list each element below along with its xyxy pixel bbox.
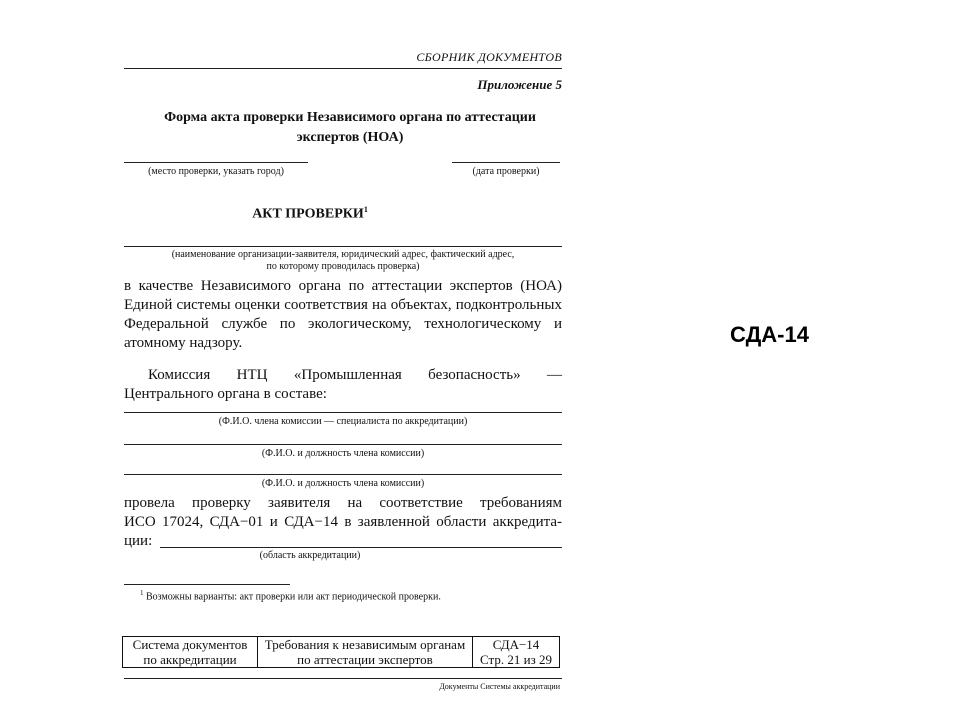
side-label: СДА-14: [730, 322, 809, 347]
footnote-text: Возможны варианты: акт проверки или акт периодической проверки.: [146, 591, 441, 603]
paragraph-verification: [124, 494, 562, 551]
organization-caption-line-2: по которому проводилась проверка): [266, 261, 420, 272]
footnote-mark: 1: [140, 589, 144, 597]
bottom-rule: [124, 678, 562, 679]
footer-system-cell: [123, 637, 258, 668]
bottom-note: Документы Системы аккредитации: [439, 682, 560, 691]
footnote: [140, 589, 560, 602]
paragraph-noa-status: в качестве Независимого органа по аттестации экспертов (НОА) Единой системы оценки соответствия на объектах, подконтрольных Федеральной службе по экологическому, технологическому и атомному надзору.: [124, 278, 562, 351]
form-title-line-2: экспертов (НОА): [296, 130, 404, 145]
scope-caption: (область аккредитации): [259, 550, 361, 561]
paragraph-verification-line-2: ИСО 17024, СДА−01 и СДА−14 в заявленной области аккредита-: [124, 514, 562, 530]
footer-requirements-line-2: по аттестации экспертов: [297, 652, 433, 667]
member-3-caption: (Ф.И.О. и должность члена комиссии): [261, 478, 425, 489]
place-line: [124, 162, 308, 163]
act-title-text: АКТ ПРОВЕРКИ: [252, 206, 364, 222]
footer-doc-code: СДА−14: [492, 637, 540, 652]
footer-page-number: Стр. 21 из 29: [480, 652, 552, 667]
scope-line: [160, 547, 562, 548]
member-2-line: [124, 444, 562, 445]
paragraph-verification-line-3: ции:: [124, 533, 153, 549]
act-title: [180, 205, 440, 223]
organization-caption: [124, 249, 562, 273]
form-title-line-1: Форма акта проверки Независимого органа по аттестации: [164, 110, 536, 125]
collection-title: СБОРНИК ДОКУМЕНТОВ: [416, 50, 562, 64]
header-rule: [124, 68, 562, 69]
form-title: [140, 108, 560, 148]
member-1-line: [124, 412, 562, 413]
place-caption: (место проверки, указать город): [148, 166, 284, 177]
date-line: [452, 162, 560, 163]
footer-requirements-line-1: Требования к независимым органам: [264, 637, 466, 652]
member-2-caption: (Ф.И.О. и должность члена комиссии): [261, 448, 425, 459]
footer-requirements-cell: [258, 637, 473, 668]
date-caption: (дата проверки): [472, 166, 540, 177]
paragraph-commission: Комиссия НТЦ «Промышленная безопасность» — Центрального органа в составе:: [124, 367, 562, 402]
act-title-footnote-mark: 1: [363, 205, 368, 214]
appendix-label: Приложение 5: [477, 77, 562, 92]
organization-caption-line-1: (наименование организации-заявителя, юридический адрес, фактический адрес,: [171, 249, 515, 260]
organization-line: [124, 246, 562, 247]
member-3-line: [124, 474, 562, 475]
footer-system-line-1: Система документов: [132, 637, 248, 652]
member-1-caption: (Ф.И.О. члена комиссии — специалиста по аккредитации): [218, 416, 468, 427]
footer-system-line-2: по аккредитации: [143, 652, 237, 667]
footer-page-cell: [473, 637, 560, 668]
footer-table: [122, 636, 560, 668]
paragraph-verification-line-1: провела проверку заявителя на соответствие требованиям: [124, 495, 562, 511]
footnote-separator: [124, 584, 290, 585]
